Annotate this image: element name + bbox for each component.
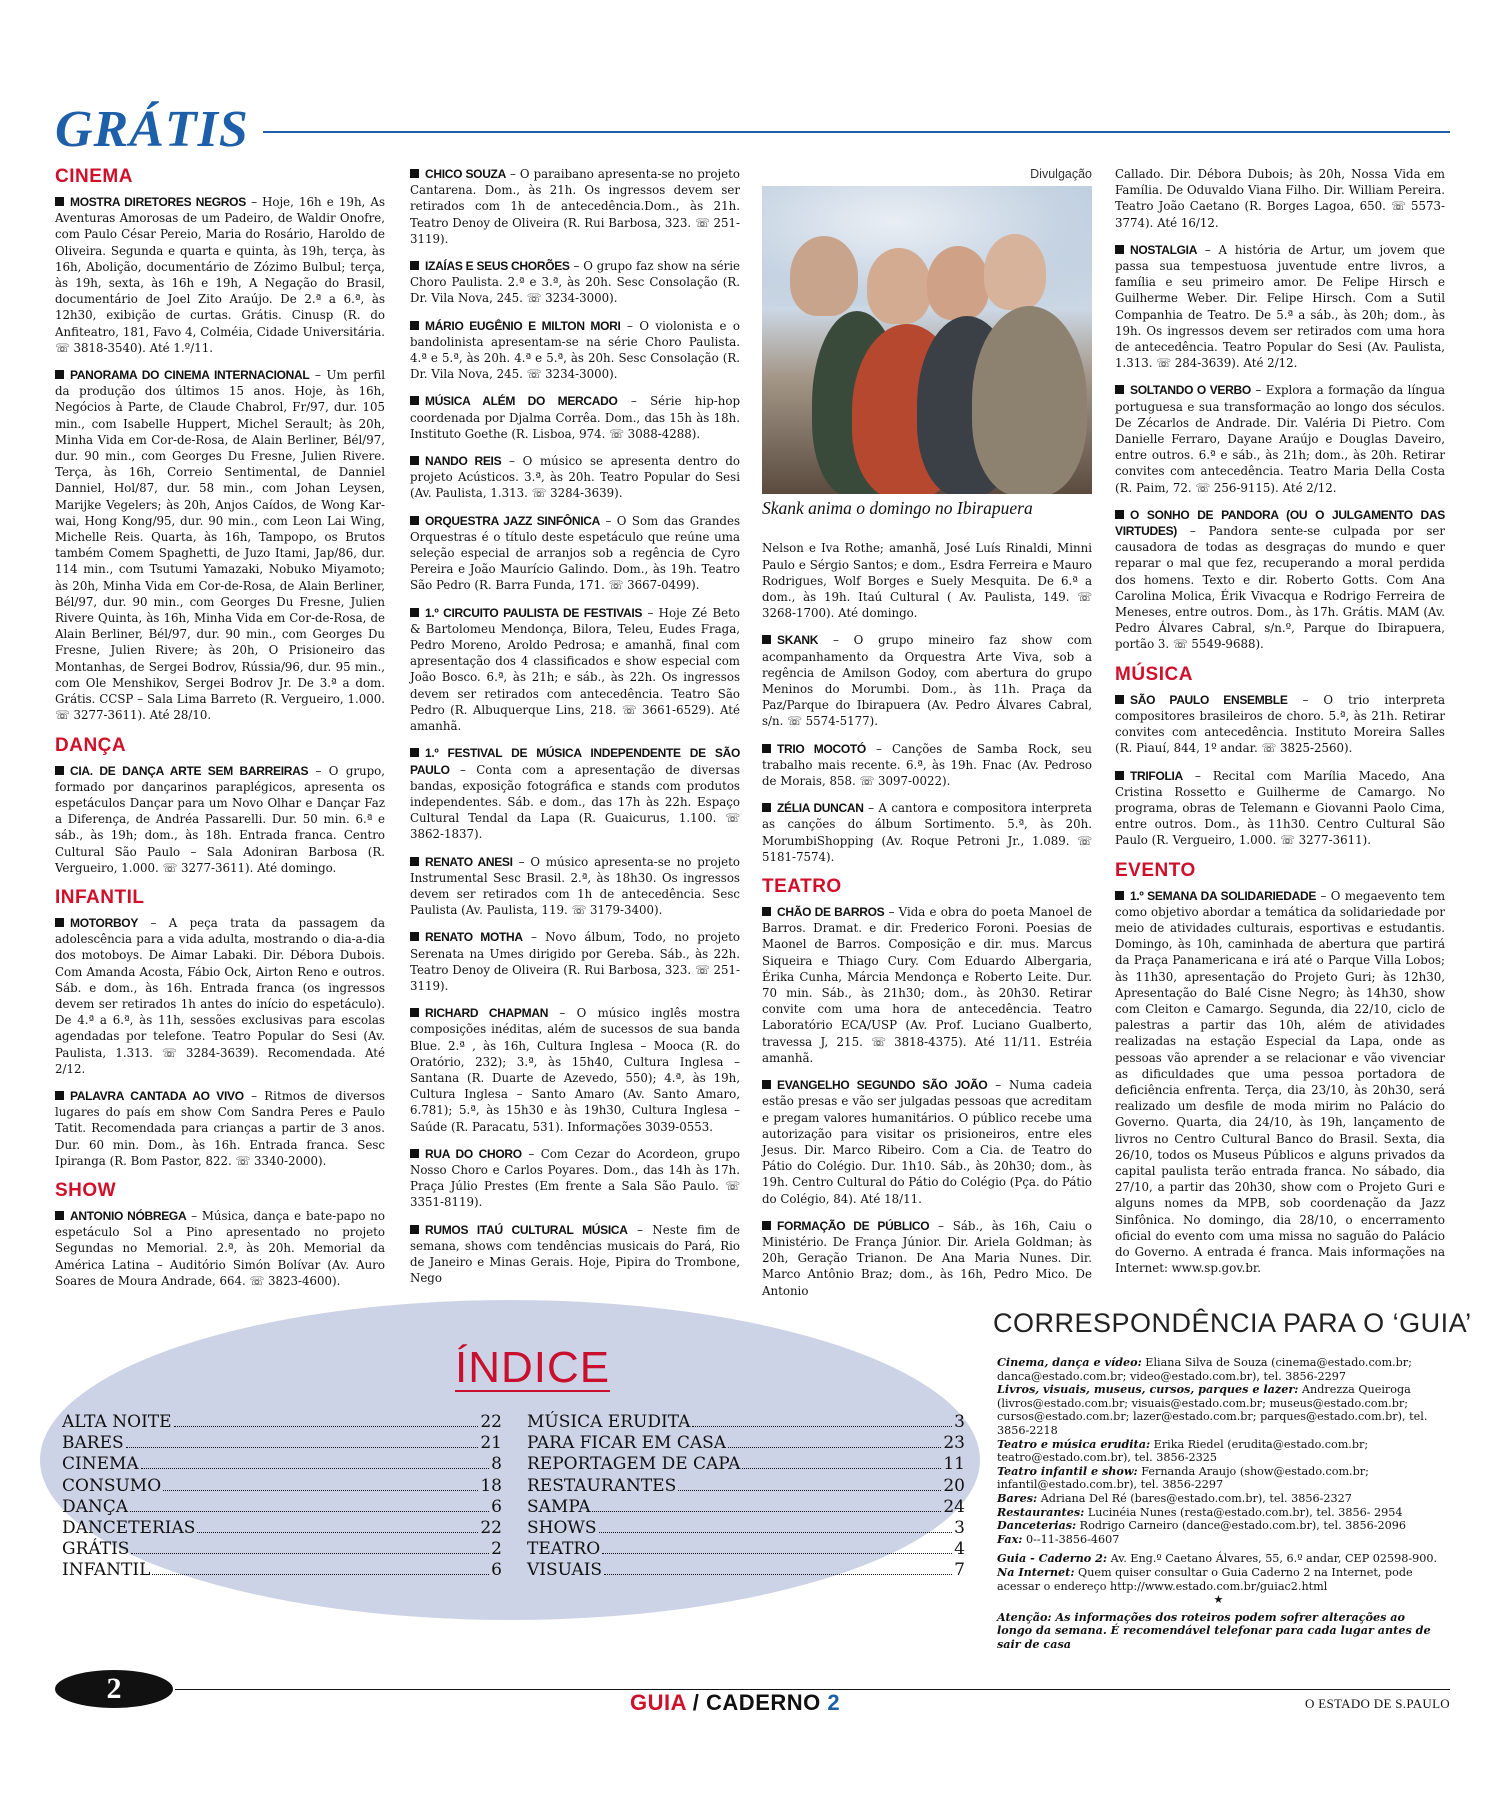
index-page: 6 [491,1496,502,1517]
correspondence-entry [997,1492,1440,1506]
listing-text: – Ritmos de diversos lugares do país em show Com Sandra Peres e Paulo Tatit. Recomendada para crianças a partir de 3 anos. Dur. 60 min. Dom., às 16h. Entrada franca. Sesc Ipiranga (R. Bom Pastor, 822. ☏ 3340-2000). [55,1088,386,1168]
index-page: 3 [954,1412,965,1432]
listing-title: RENATO MOTHA [410,930,523,944]
index-label: MÚSICA ERUDITA [527,1412,691,1432]
index-label: GRÁTIS [62,1539,130,1560]
listing-item [410,513,740,594]
band-member-figure [790,236,858,316]
listing-title: RENATO ANESI [410,855,513,869]
index-page: 22 [480,1518,502,1539]
correspondence-text: Av. Eng.º Caetano Álvares, 55, 6.º andar, CEP 02598-900. [1107,1552,1438,1566]
index-page: 18 [480,1475,502,1496]
index-leader [163,1490,478,1491]
index-leader [592,1511,941,1512]
index-page: 8 [491,1454,502,1475]
listing-title: PALAVRA CANTADA AO VIVO [55,1089,244,1103]
correspondence-entry [997,1533,1440,1547]
listing-item [410,605,740,735]
correspondence-text: Quem quiser consultar o Guia Caderno 2 na Internet, pode acessar o endereço http://www.estado.com.br/guiac2.html [997,1565,1413,1593]
correspondence-entry [997,1506,1440,1520]
listing-text: – Recital com Marília Macedo, Ana Cristina Rossetto e Guilherme de Camargo. No programa, obras de Telemann e Giovanni Paolo Cima, entre outros. Dom., às 11h30. Centro Cultural São Paulo (R. Vergueiro, 1.000. ☏ 3277-3611). [1115,768,1446,848]
index-label: BARES [62,1433,124,1454]
listing-item [762,1077,1092,1207]
listing-item [1115,768,1445,849]
index-entry [62,1539,502,1560]
correspondence-label: Restaurantes: [997,1504,1085,1519]
listing-text: – Numa cadeia estão presas e vão ser julgadas pessoas que acreditam e pregam valores humanitários. O público recebe uma autorização para visitar os prisioneiros, entre eles Jesus. Dir. Marco Ribeiro. Com a Cia. de Teatro do Pátio do Colégio. Dur. 1h10. Sáb., às 20h30; dom., às 19h. Centro Cultural do Pátio do Colégio (Pça. do Pátio do Colégio, 84). Até 18/11. [762,1078,1092,1206]
section-heading: CINEMA [55,166,133,187]
correspondence-text: Andrezza Queiroga (livros@estado.com.br; visuais@estado.com.br; museus@estado.com.br; cursos@estado.com.br; lazer@estado.com.br; parques@estado.com.br), tel. 3856-2218 [997,1383,1428,1437]
index-leader [126,1447,479,1448]
correspondence-text: Rodrigo Carneiro (dance@estado.com.br), tel. 3856-2096 [1076,1519,1406,1533]
listing-title: RUMOS ITAÚ CULTURAL MÚSICA [410,1223,628,1237]
listing-title: EVANGELHO SEGUNDO SÃO JOÃO [762,1078,987,1092]
index-entry [527,1433,965,1454]
band-member-figure [984,234,1046,310]
listing-title: MÁRIO EUGÊNIO E MILTON MORI [410,319,621,333]
listing-title: NOSTALGIA [1115,243,1197,257]
correspondence-title: CORRESPONDÊNCIA PARA O ‘GUIA’ [993,1308,1472,1338]
listing-text: – O grupo, formado por dançarinos paraplégicos, apresenta os espetáculos Dançar para um Novo Olhar e Dançar Faz a Diferença, de Andréa Passarelli. Dur. 50 min. 6.ª e sáb., às 19h; dom., às 18h. Entrada franca. Centro Cultural São Paulo – Sala Adoniran Barbosa (R. Vergueiro, 1.000. ☏ 3277-3611). Até domingo. [55,763,386,875]
index-page: 3 [954,1518,965,1539]
listing-title: 1.º CIRCUITO PAULISTA DE FESTIVAIS [410,606,642,620]
listing-item [410,258,740,307]
correspondence-label: Guia - Caderno 2: [997,1551,1108,1566]
brand-separator: / [686,1690,707,1715]
correspondence-text: Lucinéia Nunes (resta@estado.com.br), tel. 3856- 2954 [1084,1505,1403,1519]
section-heading: TEATRO [762,876,842,898]
index-entry [62,1497,502,1518]
correspondence-label: Na Internet: [997,1564,1075,1579]
index-label: TEATRO [527,1539,601,1560]
index-leader [131,1553,489,1554]
index-page: 7 [954,1560,965,1581]
correspondence-label: Livros, visuais, museus, cursos, parques e lazer: [997,1382,1299,1397]
newspaper-name: O ESTADO DE S.PAULO [1304,1696,1450,1711]
listing-text: – O músico se apresenta dentro do projeto Acústicos. 3.ª, às 20h. Teatro Popular do Sesi (Av. Paulista, 1.313. ☏ 3284-3639). [410,454,740,501]
section-heading: MÚSICA [1115,663,1193,685]
listing-item [410,393,740,442]
index-label: DANÇA [62,1496,129,1517]
footer-brand [630,1690,840,1716]
correspondence-text: Fernanda Araujo (show@estado.com.br; infantil@estado.com.br), tel. 3856-2297 [997,1464,1369,1492]
correspondence-label: Teatro infantil e show: [997,1463,1138,1478]
listing-title: MÚSICA ALÉM DO MERCADO [410,394,618,408]
listing-item [1115,507,1445,653]
correspondence-entry [997,1465,1440,1492]
index-leader [152,1574,489,1575]
index-page: 20 [943,1475,965,1496]
correspondence-entry [997,1519,1440,1533]
listing-item [410,318,740,383]
section-heading: INFANTIL [55,886,145,908]
correspondence-entry [997,1566,1440,1593]
index-label: PARA FICAR EM CASA [527,1433,727,1454]
listing-title: SOLTANDO O VERBO [1115,383,1251,397]
listing-text: – O músico apresenta-se no projeto Instrumental Sesc Brasil. 2.ª, às 18h30. Os ingressos devem ser retirados com 1h de antecedência. Sesc Paulista (Av. Paulista, 119. ☏ 3179-3400). [410,854,741,918]
listing-item [55,763,385,876]
index-entry [62,1412,502,1433]
listing-text: – Música, dança e bate-papo no espetáculo Sol a Pino apresentado no projeto Segundas no Memorial. 2.ª, às 20h. Memorial da América Latina – Auditório Simón Bolívar (Av. Auro Soares de Moura Andrade, 664. ☏ 3823-4600). [55,1208,386,1288]
index-list-left [62,1412,502,1582]
index-leader [602,1553,952,1554]
listing-text: – Um perfil da produção dos últimos 15 anos. Hoje, às 16h, Negócios à Parte, de Claude Chabrol, Fr/97, dur. 105 min., com Isabelle Huppert, Michel Serault; às 20h, Minha Vida em Cor-de-Rosa, de Alain Berliner, Bél/97, dur. 90 min., com Georges Du Fresne, Julien Rivere. Terça, às 16h, Correio Sentimental, de Danniel Danniel, Hol/87, dur. 58 min., com Johan Leysen, Marijke Vegelers; às 20h, Anjos Caídos, de Wong Kar-wai, Hong Kong/95, dur. 90 min., com Leon Lai Wing, Michelle Reis. Quarta, às 16h, Tampopo, os Brutos também Comem Spaghetti, de Juzo Itami, Jap/86, dur. 114 min., com Tsutumi Yamazaki, Nobuko Miyamoto; às 20h, Minha Vida em Cor-de-Rosa, de Alain Berliner, Bél/97, dur. 90 min., com Georges Du Fresne, Julien Rivere Quinta, às 16h, Minha Vida em Cor-de-Rosa, de Alain Berliner, Bél/97, dur. 90 min., com Georges Du Fresne, Julien Rivere; às 20h, O Prisioneiro das Montanhas, de Sergei Bodrov, Rússia/96, dur. 95 min., com Ole Menshikov, Sergei Bodrov Jr. De 3.ª a dom. Grátis. CCSP – Sala Lima Barreto (R. Vergueiro, 1.000. ☏ 3277-3611). Até 28/10. [55,368,385,723]
index-label: REPORTAGEM DE CAPA [527,1454,741,1475]
index-label: CINEMA [62,1454,139,1475]
index-page: 2 [491,1539,502,1560]
listing-title: 1.º FESTIVAL DE MÚSICA INDEPENDENTE DE SÃO PAULO [410,746,740,777]
listing-item [762,904,1092,1066]
index-leader [197,1532,478,1533]
listing-item [410,1146,740,1211]
listing-text: – Canções de Samba Rock, seu trabalho mais recente. 6.ª, às 19h. Fnac (Av. Pedroso de Morais, 858. ☏ 3097-0022). [762,741,1093,789]
listing-title: ZÉLIA DUNCAN [762,801,864,815]
star-icon: ★ [1213,1593,1224,1607]
listing-title: O SONHO DE PANDORA (OU O JULGAMENTO DAS VIRTUDES) [1115,507,1445,539]
correspondence-label: Teatro e música erudita: [997,1436,1151,1451]
listing-title: ORQUESTRA JAZZ SINFÔNICA [410,514,600,528]
listing-text: – O paraibano apresenta-se no projeto Cantarena. Dom., às 21h. Os ingressos devem ser retirados com 1h de antecedência.Dom., às 21h. Teatro Denoy de Oliveira (R. Rui Barbosa, 323. ☏ 251-3119). [410,167,741,246]
listing-text: – Neste fim de semana, shows com tendências musicais do Pará, Rio de Janeiro e Minas Gerais. Hoje, Pipira do Trombone, Nego [410,1222,740,1286]
listing-title: SKANK [762,633,818,647]
correspondence-text: 0--11-3856-4607 [1022,1532,1120,1546]
listing-text: – A peça trata da passagem da adolescência para a vida adulta, mostrando o dia-a-dia dos motoboys. De Aimar Labaki. Dir. Débora Dubois. Com Amanda Acosta, Fábio Ock, Airton Reno e outros. Sáb. e dom., às 16h. Entrada franca (os ingressos devem ser retirados 1h antes do início do espetáculo). De 4.ª a 6.ª, às 11h, sessões exclusivas para escolas agendadas por telefone. Teatro Popular do Sesi (Av. Paulista, 1.313. ☏ 3284-3639). Recomendada. Até 2/12. [55,915,385,1076]
listing-text: – O grupo faz show na série Choro Paulista. 2.ª e 3.ª, às 20h. Sesc Consolação (R. Dr. Vila Nova, 245. ☏ 3234-3000). [410,259,741,306]
index-page: 23 [943,1433,965,1454]
brand-guia: GUIA [630,1690,687,1715]
index-page: 22 [480,1412,502,1432]
listing-item [55,1088,385,1169]
page-title: GRÁTIS [55,101,249,158]
listing-item [1115,888,1445,1277]
photo-credit: Divulgação [1030,167,1092,181]
index-leader [174,1426,479,1427]
index-entry [527,1412,965,1433]
correspondence-label: Fax: [997,1531,1023,1546]
index-label: ALTA NOITE [62,1412,172,1432]
index-label: CONSUMO [62,1475,162,1496]
photo-caption: Skank anima o domingo no Ibirapuera [762,498,1033,519]
listing-text: – A cantora e compositora interpreta as canções do álbum Sortimento. 5.ª, às 20h. MorumbiShopping (Av. Roque Petroni Jr., 1.089. ☏ 5181-7574). [762,801,1092,864]
index-entry [62,1476,502,1497]
listing-text: – Vida e obra do poeta Manoel de Barros. Dramat. e dir. Frederico Foroni. Poesias de Maonel de Barros. Composição e dir. mus. Marcus Siqueira e Thiago Cury. Com Eduardo Albergaria, Érika Cunha, Márcia Mendonça e Roberto Leite. Dur. 70 min. Sáb., às 21h30; dom., às 20h30. Retirar convite com uma hora de antecedência. Teatro Laboratório ECA/USP (Av. Prof. Luciano Gualberto, travessa J, 215. ☏ 3818-4375). Até 11/11. Estréia amanhã. [762,905,1092,1065]
index-label: SHOWS [527,1518,597,1539]
correspondence-text: Eliana Silva de Souza (cinema@estado.com.br; danca@estado.com.br; video@estado.com.br), tel. 3856-2297 [997,1356,1412,1383]
section-heading: DANÇA [55,734,127,756]
listings-column-3 [762,166,1092,1310]
listing-title: NANDO REIS [410,454,501,468]
index-label: INFANTIL [62,1560,151,1581]
listing-text: – Pandora sente-se culpada por ser causadora de todas as desgraças do mundo e quer reparar o mal que fez, recuperando a moral perdida dos homens. Texto e dir. Roberto Gotts. Com Ana Carolina Molica, Érik Vivacqua e Rodrigo Ferreira de Meneses, entre outros. Dom., às 17h. Grátis. MAM (Av. Pedro Álvares Cabral, s/n.º, Parque do Ibirapuera, portão 3. ☏ 5549-9688). [1115,524,1445,652]
correspondence-label: Bares: [997,1490,1038,1505]
listing-text: – Hoje, 16h e 19h, As Aventuras Amorosas de um Padeiro, de Waldir Onofre, com Paulo César Pereio, Maria do Rosário, Haroldo de Oliveira. Segunda e quarta e quinta, às 19h, terça, às 16h, Abolição, documentário de Zózimo Bulbul; terça, às 19h, sexta, às 16h e 19h, A Negação do Brasil, documentário de Joel Zito Araújo. De 2.ª a 6.ª, às 12h30, exibição de curtas. Grátis. Cinusp (R. do Anfiteatro, 181, Favo 4, Colméia, Cidade Universitária. ☏ 3818-3540). Até 1.º/11. [55,195,386,355]
correspondence-label: Danceterias: [997,1518,1077,1533]
band-member-figure [972,306,1087,494]
index-page: 24 [943,1496,965,1517]
index-entry [527,1539,965,1560]
listing-item [410,166,740,247]
correspondence-label: Cinema, dança e vídeo: [997,1355,1142,1369]
listing-item [410,1005,740,1135]
listing-text: – O violonista e o bandolinista apresentam-se na série Choro Paulista. 4.ª e 5.ª, às 20h. 4.ª e 5.ª, às 20h. Sesc Consolação (R. Dr. Vila Nova, 245. ☏ 3234-3000). [410,318,740,382]
listing-text: – O megaevento tem como objetivo abordar a temática da solidariedade por meio de atividades culturais, esportivas e estudantis. Domingo, às 10h, caminhada de abertura que partirá da Praça Panamericana e irá até o Parque Villa Lobos; às 11h30, apresentação do Projeto Guri; às 12h30, Apresentação do Balé Cisne Negro; às 14h30, show com Cleiton e Camargo. Segunda, dia 22/10, ciclo de palestras a partir das 10h, além de atividades realizadas na estação Especial da Lapa, onde as pessoas vão aprender a se relacionar e vão vivenciar as dificuldades que uma pessoa portadora de deficiência enfrenta. Terça, dia 23/10, às 20h30, será realizado um desfile de moda mirim no Palácio do Governo. Quarta, dia 24/10, às 19h, lançamento de livros no Centro Cultural Banco do Brasil. Sexta, dia 26/10, todos os Museus Públicos e alguns privados da capital paulista terão entrada franca. No sábado, dia 27/10, a partir das 20h30, show com o Projeto Guri e alguns nomes da MPB, sob coordenação da Jazz Sinfônica. No domingo, dia 28/10, o encerramento oficial do evento com uma missa no saguão do Palácio do Governo. A entrada é franca. Mais informações na Internet: www.sp.gov.br. [1115,888,1446,1276]
listing-title: TRIFOLIA [1115,769,1183,783]
index-leader [599,1532,953,1533]
page-masthead [55,101,1450,160]
section-heading: SHOW [55,1179,117,1201]
listing-title: IZAÍAS E SEUS CHORÕES [410,259,570,273]
correspondence-text: Adriana Del Ré (bares@estado.com.br), tel. 3856-2327 [1037,1491,1352,1505]
page-footer [55,1670,1450,1715]
index-entry [527,1476,965,1497]
index-page: 4 [954,1539,965,1560]
index-label: RESTAURANTES [527,1475,677,1496]
listing-text: – Sáb., às 16h, Caiu o Ministério. De França Júnior. Dir. Ariela Goldman; às 20h, Geração Trianon. De Ana Maria Nunes. Dir. Marco Antônio Braz; dom., às 16h, Pedro Mico. De Antonio [762,1218,1093,1298]
listing-title: SÃO PAULO ENSEMBLE [1115,693,1288,707]
index-leader [728,1447,941,1448]
index-label: VISUAIS [527,1560,603,1581]
correspondence-block [997,1356,1440,1651]
listing-item [762,632,1092,729]
page-number: 2 [55,1670,173,1708]
listing-title: TRIO MOCOTÓ [762,742,866,756]
listing-text: – O trio interpreta compositores brasileiros de choro. 5.ª, às 21h. Retirar convites com antecedência. Instituto Moreira Salles (R. Piauí, 844, 1º andar. ☏ 3825-2560). [1115,692,1445,756]
index-entry [527,1497,965,1518]
listing-item [762,800,1092,865]
brand-number: 2 [820,1690,841,1715]
index-leader [130,1511,489,1512]
index-page: 21 [480,1433,502,1454]
listing-text: – O grupo mineiro faz show com acompanhamento da Orquestra Arte Viva, sob a regência de Amilson Godoy, com abertura do grupo Meninos do Morumbi. Dom., às 11h. Praça da Paz/Parque do Ibirapuera (Av. Pedro Álvares Cabral, s/n. ☏ 5574-5177). [762,633,1092,729]
index-page: 6 [491,1560,502,1581]
listing-item [1115,242,1445,372]
listing-text: – O músico inglês mostra composições inéditas, além de sucessos de sua banda Blue. 2.ª , às 16h, Cultura Inglesa – Mooca (R. do Oratório, 232); 3.ª, às 15h40, Cultura Inglesa – Santana (R. Duarte de Azevedo, 550); 4.ª, às 19h, Cultura Inglesa – Santo Amaro (Av. Santo Amaro, 6.781); 5.ª, às 15h30 e às 19h30, Cultura Inglesa – Saúde (R. Paracatu, 531). Informações 3039-0553. [410,1006,740,1134]
listing-title: CIA. DE DANÇA ARTE SEM BARREIRAS [55,764,308,778]
listings-column-4 [1115,166,1445,1287]
listing-title: CHÃO DE BARROS [762,905,884,919]
listing-item [55,1208,385,1289]
listing-item [410,854,740,919]
index-leader [678,1490,941,1491]
listing-item [410,453,740,502]
listing-item [762,1218,1092,1299]
listing-item [410,929,740,994]
band-member-figure [867,248,931,324]
index-label: DANCETERIAS [62,1518,196,1539]
index-leader [742,1468,941,1469]
correspondence-warning: Atenção: As informações dos roteiros podem sofrer alterações ao longo da semana. É recomendável telefonar para cada lugar antes de sair de casa [997,1609,1431,1651]
band-member-figure [927,246,989,320]
listing-item [55,367,385,723]
listing-item [410,1222,740,1287]
index-leader [604,1574,952,1575]
index-leader [141,1468,489,1469]
index-page: 11 [943,1454,965,1475]
index-entry [62,1518,502,1539]
index-label: SAMPA [527,1496,591,1517]
correspondence-entry [997,1383,1440,1437]
listing-item [410,745,740,842]
listing-continued: Nelson e Iva Rothe; amanhã, José Luís Rinaldi, Minni Paulo e Sérgio Santos; e dom., Esdra Ferreira e Mauro Rodrigues, Wolf Borges e Suely Mesquita. De 6.ª a dom., às 19h. Itaú Cultural ( Av. Paulista, 149. ☏ 3268-1700). Até domingo. [762,541,1092,621]
correspondence-text: Erika Riedel (erudita@estado.com.br; teatro@estado.com.br), tel. 3856-2325 [997,1437,1369,1465]
index-entry [62,1433,502,1454]
listing-item [1115,692,1445,757]
listing-text: – O Som das Grandes Orquestras é o título deste espetáculo que reúne uma seleção especial de arranjos sob a regência de Cyro Pereira e João Maurício Galindo. Dom., às 19h. Teatro São Pedro (R. Barra Funda, 171. ☏ 3667-0499). [410,513,741,593]
index-leader [692,1426,952,1427]
index-entry [527,1454,965,1475]
index-entry [62,1560,502,1581]
listing-item [55,194,385,356]
listing-text: – Com Cezar do Acordeon, grupo Nosso Choro e Carlos Poyares. Dom., das 14h às 17h. Praça Júlio Prestes (Em frente a Sala São Paulo. ☏ 3351-8119). [410,1146,741,1210]
listing-text: – Série hip-hop coordenada por Djalma Corrêa. Dom., das 15h às 18h. Instituto Goethe (R. Lisboa, 974. ☏ 3088-4288). [410,394,741,441]
listing-text: – A história de Artur, um jovem que passa sua tempestuosa juventude entre livros, a família e seu primeiro amor. De Felipe Hirsch e Guilherme Weber. Dir. Felipe Hirsch. Com a Sutil Companhia de Teatro. De 5.ª a sáb., às 20h; dom., às 19h. Os ingressos devem ser retirados com uma hora de antecedência. Teatro Popular do Sesi (Av. Paulista, 1.313. ☏ 284-3639). Até 2/12. [1115,242,1446,371]
listing-continued: Callado. Dir. Débora Dubois; às 20h, Nossa Vida em Família. De Oduvaldo Viana Filho. Dir. William Pereira. Teatro João Caetano (R. Borges Lagoa, 650. ☏ 5573-3774). Até 16/12. [1115,167,1445,230]
listing-item [762,741,1092,790]
listing-text: – Explora a formação da língua portuguesa e sua transformação ao longo dos séculos. De Zécarlos de Andrade. Dir. Valéria Di Pietro. Com Danielle Ferraro, Dayane Araújo e Douglas Daveiro, entre outros. 6.ª e sáb., às 21h; dom., às 20h. Retirar convites com antecedência. Teatro Maria Della Costa (R. Paim, 72. ☏ 256-9115). Até 2/12. [1115,383,1445,495]
listing-text: – Hoje Zé Beto & Bartolomeu Mendonça, Bilora, Teleu, Eudes Fraga, Pedro Moreno, Aroldo Pedrosa; e amanhã, final com apresentação dos 4 classificados e show especial com João Bosco. 6.ª, às 21h; e sáb., às 22h. Os ingressos devem ser retirados com antecedência. Teatro São Pedro (R. Albuquerque Lins, 218. ☏ 3661-6529). Até amanhã. [410,605,741,734]
index-title: ÍNDICE [455,1343,611,1392]
correspondence-entry [997,1356,1440,1383]
listing-title: PANORAMA DO CINEMA INTERNACIONAL [55,368,309,382]
correspondence-entry [997,1438,1440,1465]
listing-item [55,915,385,1077]
listing-title: RUA DO CHORO [410,1147,522,1161]
band-photo [762,186,1092,494]
listings-column-2 [410,166,740,1297]
index-list-right [527,1412,965,1582]
listing-title: 1.º SEMANA DA SOLIDARIEDADE [1115,889,1316,903]
index-entry [527,1560,965,1581]
listing-title: RICHARD CHAPMAN [410,1006,548,1020]
index-entry [62,1454,502,1475]
listing-title: ANTONIO NÓBREGA [55,1209,186,1223]
masthead-rule [263,131,1450,133]
index-entry [527,1518,965,1539]
brand-caderno: CADERNO [706,1690,821,1715]
section-heading: EVENTO [1115,859,1196,881]
listing-title: MOTORBOY [55,916,138,930]
correspondence-entry [997,1552,1440,1566]
listing-text: – Novo álbum, Todo, no projeto Serenata na Umes dirigido por Gereba. Sáb., às 22h. Teatro Denoy de Oliveira (R. Rui Barbosa, 323. ☏ 251-3119). [410,930,740,993]
listing-text: – Conta com a apresentação de diversas bandas, exposição fotográfica e stands com produtos independentes. Sáb. e dom., das 17h às 22h. Espaço Cultural Tendal da Lapa (R. Guaicurus, 1.100. ☏ 3862-1837). [410,762,740,842]
listing-title: MOSTRA DIRETORES NEGROS [55,195,246,209]
listing-title: FORMAÇÃO DE PÚBLICO [762,1219,929,1233]
listings-column-1 [55,166,385,1300]
listing-title: CHICO SOUZA [410,167,506,181]
listing-item [1115,382,1445,495]
